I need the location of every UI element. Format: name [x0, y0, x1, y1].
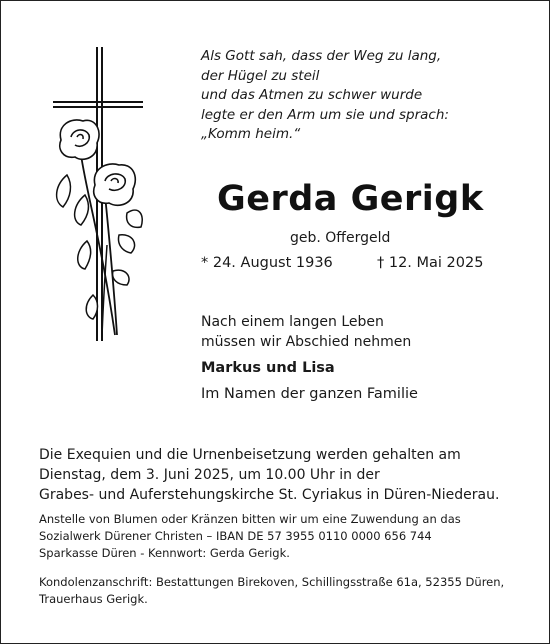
- poem-line: Als Gott sah, dass der Weg zu lang,: [201, 48, 442, 64]
- service-line: Grabes- und Auferstehungskirche St. Cyriakus in Düren-Niederau.: [39, 487, 500, 503]
- service-details: [39, 445, 499, 505]
- birth-date: * 24. August 1936: [201, 255, 333, 271]
- poem: [201, 47, 449, 145]
- death-date: † 12. Mai 2025: [377, 255, 484, 271]
- poem-line: und das Atmen zu schwer wurde: [201, 87, 423, 103]
- family-line: Im Namen der ganzen Familie: [201, 386, 418, 402]
- deceased-name: Gerda Gerigk: [217, 179, 484, 219]
- farewell-text: [201, 312, 411, 352]
- donation-line: Anstelle von Blumen oder Kränzen bitten wir um eine Zuwendung an das: [39, 512, 461, 526]
- poem-line: legte er den Arm um sie und sprach:: [201, 106, 449, 123]
- condolence-line: Trauerhaus Gerigk.: [39, 592, 148, 606]
- cross-with-roses-icon: [47, 45, 147, 345]
- service-line: Dienstag, dem 3. Juni 2025, um 10.00 Uhr in der: [39, 467, 380, 483]
- service-line: Die Exequien und die Urnenbeisetzung werden gehalten am: [39, 447, 461, 463]
- farewell-line: Nach einem langen Leben: [201, 314, 384, 330]
- condolence-line: Kondolenzanschrift: Bestattungen Birekoven, Schillingsstraße 61a, 52355 Düren,: [39, 575, 505, 589]
- condolence-address: [39, 574, 504, 608]
- donation-request: [39, 511, 461, 562]
- mourner-names: Markus und Lisa: [201, 360, 335, 376]
- donation-line: Sozialwerk Dürener Christen – IBAN DE 57 3955 0110 0000 656 744: [39, 529, 432, 543]
- birth-name: geb. Offergeld: [290, 230, 391, 246]
- donation-line: Sparkasse Düren - Kennwort: Gerda Gerigk.: [39, 546, 290, 560]
- poem-line: der Hügel zu steil: [201, 67, 320, 84]
- poem-line: „Komm heim.“: [201, 126, 301, 142]
- farewell-line: müssen wir Abschied nehmen: [201, 334, 412, 350]
